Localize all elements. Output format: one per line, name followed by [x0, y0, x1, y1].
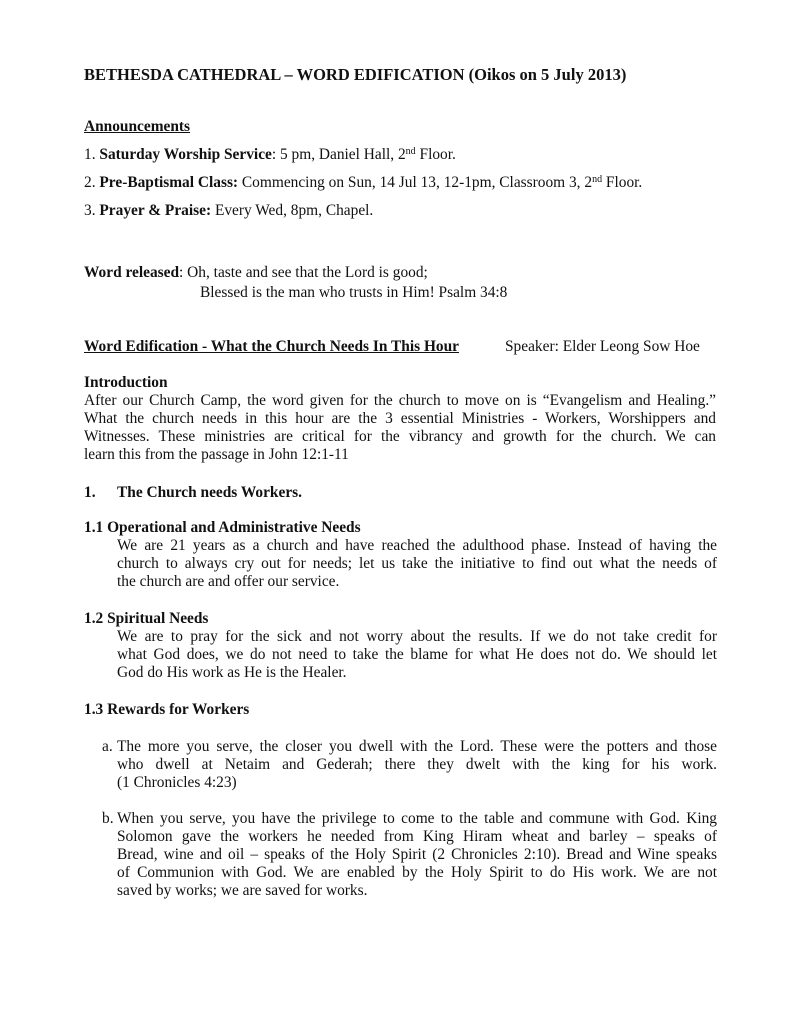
paragraph-line: (1 Chronicles 4:23) [117, 774, 237, 791]
paragraph-line: of Communion with God. We are enabled by the Holy Spirit to do His work. We are not [117, 864, 717, 881]
section-1-1-paragraph [117, 537, 717, 591]
word-released-line-2: Blessed is the man who trusts in Him! Psalm 34:8 [200, 284, 508, 301]
reward-item-a [117, 738, 717, 792]
section-1-2-heading: 1.2 Spiritual Needs [84, 610, 209, 627]
word-released-text: : Oh, taste and see that the Lord is good; [179, 264, 428, 281]
announcement-item-2 [84, 174, 642, 192]
announcement-item-3 [84, 202, 373, 220]
introduction-heading: Introduction [84, 374, 168, 391]
reward-item-b [117, 810, 717, 900]
word-released-line-1 [84, 264, 428, 282]
list-marker-b: b. [102, 810, 114, 827]
word-released-label: Word released [84, 264, 180, 281]
announcement-num: 1. [84, 146, 96, 163]
announcement-detail: Commencing on Sun, 14 Jul 13, 12-1pm, Classroom 3, 2 [238, 174, 593, 191]
paragraph-line: who dwell at Netaim and Gederah; there they dwelt with the king for his work. [117, 756, 717, 773]
paragraph-line: God do His work as He is the Healer. [117, 664, 347, 681]
paragraph-line: Witnesses. These ministries are critical for the vibrancy and growth for the church. We can [84, 428, 716, 445]
section-1-2-paragraph [117, 628, 717, 682]
paragraph-line: The more you serve, the closer you dwell with the Lord. These were the potters and those [117, 738, 717, 755]
announcement-item-1 [84, 146, 456, 164]
announcement-detail: : 5 pm, Daniel Hall, 2 [271, 146, 406, 163]
announcement-num: 2. [84, 174, 96, 191]
paragraph-line: saved by works; we are saved for works. [117, 882, 368, 899]
section-1-number: 1. [84, 484, 96, 501]
paragraph-line: what God does, we do not need to take the blame for what He does not do. We should let [117, 646, 717, 663]
ordinal-suffix: nd [592, 174, 603, 185]
paragraph-line: church to always cry out for needs; let us take the initiative to find out what the needs of [117, 555, 717, 572]
sermon-heading: Word Edification - What the Church Needs In This Hour [84, 338, 459, 355]
paragraph-line: learn this from the passage in John 12:1-11 [84, 446, 349, 463]
announcement-detail: Every Wed, 8pm, Chapel. [211, 202, 374, 219]
paragraph-line: What the church needs in this hour are the 3 essential Ministries - Workers, Worshippers and [84, 410, 716, 427]
introduction-paragraph [84, 392, 716, 464]
announcement-num: 3. [84, 202, 96, 219]
announcement-detail-end: Floor. [602, 174, 643, 191]
section-1-3-heading: 1.3 Rewards for Workers [84, 701, 250, 718]
speaker-label: Speaker: Elder Leong Sow Hoe [505, 338, 700, 355]
announcement-label: Prayer & Praise: [99, 202, 212, 219]
announcements-heading: Announcements [84, 118, 191, 135]
section-1-title: The Church needs Workers. [117, 484, 302, 501]
paragraph-line: Solomon gave the workers he needed from King Hiram wheat and barley – speaks of [117, 828, 717, 845]
announcement-detail-end: Floor. [415, 146, 456, 163]
paragraph-line: We are to pray for the sick and not worry about the results. If we do not take credit for [117, 628, 717, 645]
paragraph-line: the church are and offer our service. [117, 573, 340, 590]
paragraph-line: After our Church Camp, the word given for the church to move on is “Evangelism and Healing.” [84, 392, 716, 409]
document-title: BETHESDA CATHEDRAL – WORD EDIFICATION (Oikos on 5 July 2013) [84, 65, 627, 84]
announcement-label: Pre-Baptismal Class: [99, 174, 239, 191]
paragraph-line: We are 21 years as a church and have reached the adulthood phase. Instead of having the [117, 537, 717, 554]
list-marker-a: a. [102, 738, 113, 755]
announcement-label: Saturday Worship Service [99, 146, 272, 163]
paragraph-line: Bread, wine and oil – speaks of the Holy Spirit (2 Chronicles 2:10). Bread and Wine speaks [117, 846, 717, 863]
paragraph-line: When you serve, you have the privilege to come to the table and commune with God. King [117, 810, 717, 827]
section-1-1-heading: 1.1 Operational and Administrative Needs [84, 519, 361, 536]
ordinal-suffix: nd [405, 146, 416, 157]
